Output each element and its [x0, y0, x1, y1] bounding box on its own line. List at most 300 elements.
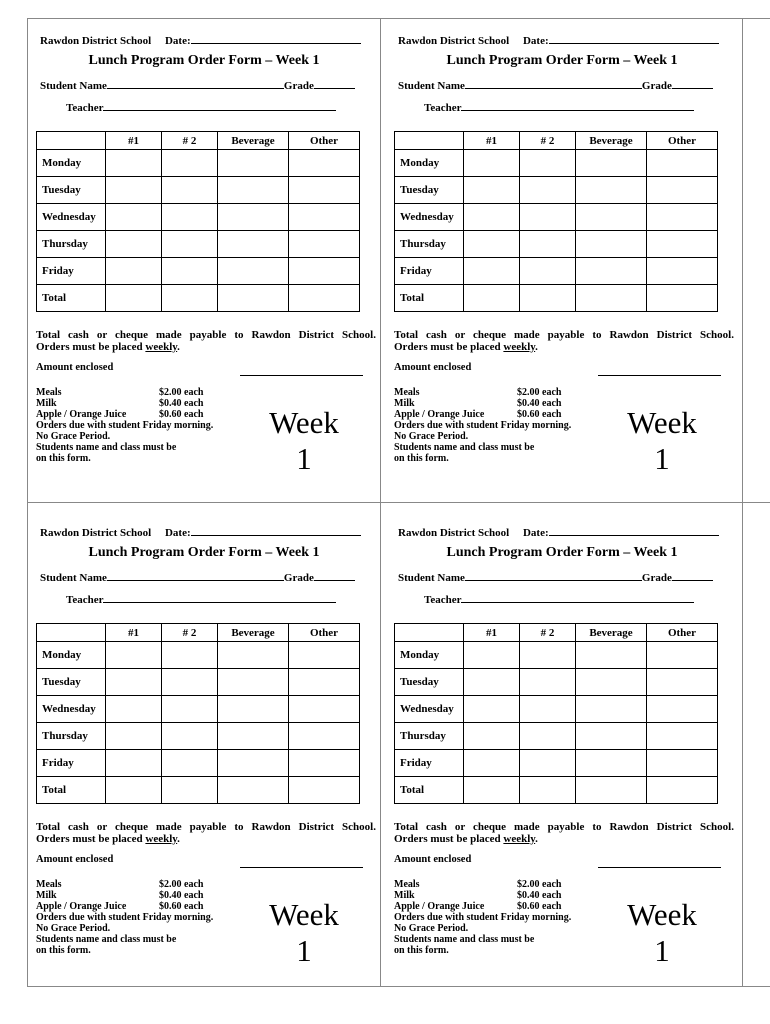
form-title: Lunch Program Order Form – Week 1 [446, 545, 678, 560]
table-row [395, 177, 718, 204]
order-cell[interactable] [647, 696, 718, 723]
order-cell[interactable] [464, 150, 520, 177]
week-number: 1 [654, 933, 670, 968]
price-item-name: Meals [394, 879, 420, 890]
payment-instructions [394, 329, 734, 353]
teacher-field[interactable] [461, 592, 694, 603]
order-note: Orders due with student Friday morning. [36, 912, 214, 923]
order-cell[interactable] [576, 642, 647, 669]
teacher-label: Teacher [424, 102, 462, 114]
order-cell[interactable] [464, 750, 520, 777]
order-cell[interactable] [647, 723, 718, 750]
orders-prefix: Orders must be placed [394, 341, 504, 353]
day-label: Monday [395, 642, 464, 669]
order-cell[interactable] [647, 777, 718, 804]
day-label: Thursday [37, 723, 106, 750]
order-cell[interactable] [520, 669, 576, 696]
column-header [395, 132, 464, 150]
price-item-name: Apple / Orange Juice [36, 409, 127, 420]
date-field[interactable] [191, 33, 361, 44]
order-cell[interactable] [218, 777, 289, 804]
price-item [36, 890, 286, 901]
order-cell[interactable] [576, 258, 647, 285]
week-label [256, 897, 352, 969]
order-cell[interactable] [576, 723, 647, 750]
order-cell[interactable] [289, 642, 360, 669]
student-name-row [398, 570, 713, 584]
orders-suffix: . [177, 341, 180, 353]
order-cell[interactable] [520, 777, 576, 804]
student-name-label: Student Name [398, 572, 465, 584]
table-row [395, 723, 718, 750]
price-item-name: Meals [36, 387, 62, 398]
price-item-name: Milk [36, 890, 57, 901]
order-cell[interactable] [520, 696, 576, 723]
price-item-name: Meals [394, 387, 420, 398]
order-note: No Grace Period. [394, 431, 469, 442]
column-header: Other [289, 624, 360, 642]
order-cell[interactable] [289, 150, 360, 177]
table-row [37, 231, 360, 258]
table-row [395, 231, 718, 258]
lunch-order-form [386, 19, 738, 502]
student-name-field[interactable] [107, 570, 284, 581]
price-item-name: Milk [394, 398, 415, 409]
order-cell[interactable] [218, 669, 289, 696]
table-row [395, 150, 718, 177]
grade-label: Grade [641, 572, 672, 584]
order-cell[interactable] [106, 258, 162, 285]
form-header [398, 33, 719, 47]
order-note: on this form. [394, 453, 449, 464]
day-label: Tuesday [395, 669, 464, 696]
order-cell[interactable] [106, 642, 162, 669]
price-item-name: Apple / Orange Juice [36, 901, 127, 912]
date-field[interactable] [191, 525, 361, 536]
order-cell[interactable] [162, 285, 218, 312]
orders-weekly: weekly [503, 341, 536, 353]
price-item-price: $0.60 each [517, 409, 562, 420]
order-cell[interactable] [576, 750, 647, 777]
order-cell[interactable] [464, 231, 520, 258]
student-name-field[interactable] [107, 78, 284, 89]
order-cell[interactable] [162, 777, 218, 804]
order-cell[interactable] [106, 231, 162, 258]
lunch-order-form [28, 19, 380, 502]
table-row [395, 204, 718, 231]
orders-suffix: . [535, 833, 538, 845]
teacher-row [424, 592, 694, 606]
order-cell[interactable] [106, 723, 162, 750]
day-label: Monday [37, 150, 106, 177]
middle-divider [28, 502, 770, 503]
order-grid [394, 131, 718, 312]
payment-line: Total cash or cheque made payable to Rawdon District School. [36, 821, 376, 833]
order-cell[interactable] [162, 231, 218, 258]
order-cell[interactable] [647, 258, 718, 285]
price-list [394, 387, 644, 464]
column-header: #1 [106, 624, 162, 642]
payment-line: Total cash or cheque made payable to Rawdon District School. [394, 821, 734, 833]
order-cell[interactable] [289, 204, 360, 231]
price-item-price: $0.60 each [517, 901, 562, 912]
column-header: Beverage [576, 624, 647, 642]
price-item-price: $0.60 each [159, 409, 204, 420]
teacher-label: Teacher [66, 594, 104, 606]
grade-label: Grade [283, 572, 314, 584]
table-row [37, 777, 360, 804]
payment-instructions [36, 821, 376, 845]
amount-enclosed-label: Amount enclosed [36, 854, 114, 865]
price-item [394, 890, 644, 901]
day-label: Friday [37, 750, 106, 777]
price-item-name: Apple / Orange Juice [394, 409, 485, 420]
amount-enclosed-field[interactable] [598, 375, 721, 376]
order-note: on this form. [36, 945, 91, 956]
order-cell[interactable] [576, 777, 647, 804]
price-item [394, 409, 644, 420]
student-name-field[interactable] [465, 78, 642, 89]
order-cell[interactable] [576, 231, 647, 258]
price-item-price: $2.00 each [517, 387, 562, 398]
order-cell[interactable] [576, 150, 647, 177]
order-cell[interactable] [647, 285, 718, 312]
day-label: Thursday [395, 723, 464, 750]
orders-prefix: Orders must be placed [394, 833, 504, 845]
orders-weekly: weekly [503, 833, 536, 845]
teacher-row [424, 100, 694, 114]
order-cell[interactable] [520, 258, 576, 285]
table-row [37, 723, 360, 750]
amount-enclosed-label: Amount enclosed [394, 362, 472, 373]
grid-header-row [395, 132, 718, 150]
price-item-price: $0.40 each [159, 398, 204, 409]
order-note: No Grace Period. [394, 923, 469, 934]
orders-weekly: weekly [145, 341, 178, 353]
column-header [37, 132, 106, 150]
order-cell[interactable] [106, 285, 162, 312]
price-item-price: $0.60 each [159, 901, 204, 912]
form-header [398, 525, 719, 539]
form-title: Lunch Program Order Form – Week 1 [88, 545, 320, 560]
order-cell[interactable] [218, 285, 289, 312]
student-name-label: Student Name [40, 572, 107, 584]
order-cell[interactable] [289, 723, 360, 750]
order-cell[interactable] [162, 204, 218, 231]
order-cell[interactable] [520, 204, 576, 231]
week-number: 1 [296, 933, 312, 968]
order-cell[interactable] [647, 150, 718, 177]
column-header: Other [647, 132, 718, 150]
order-cell[interactable] [289, 285, 360, 312]
order-cell[interactable] [647, 231, 718, 258]
school-name: Rawdon District School [40, 527, 152, 539]
order-cell[interactable] [106, 150, 162, 177]
teacher-label: Teacher [424, 594, 462, 606]
price-item [36, 387, 286, 398]
school-name: Rawdon District School [40, 35, 152, 47]
order-cell[interactable] [464, 723, 520, 750]
table-row [37, 642, 360, 669]
orders-prefix: Orders must be placed [36, 833, 146, 845]
order-cell[interactable] [647, 642, 718, 669]
student-name-field[interactable] [465, 570, 642, 581]
grade-field[interactable] [314, 78, 355, 89]
column-header: # 2 [162, 624, 218, 642]
date-label: Date: [522, 35, 549, 47]
order-form-sheet [27, 18, 770, 987]
order-cell[interactable] [289, 696, 360, 723]
order-cell[interactable] [647, 669, 718, 696]
order-cell[interactable] [464, 204, 520, 231]
column-header: #1 [464, 132, 520, 150]
week-number: 1 [654, 441, 670, 476]
price-item-price: $0.40 each [517, 890, 562, 901]
form-title: Lunch Program Order Form – Week 1 [446, 53, 678, 68]
order-cell[interactable] [576, 285, 647, 312]
order-note: Students name and class must be [36, 442, 177, 453]
orders-weekly: weekly [145, 833, 178, 845]
table-row [37, 177, 360, 204]
order-cell[interactable] [289, 750, 360, 777]
table-row [395, 669, 718, 696]
date-label: Date: [164, 35, 191, 47]
order-cell[interactable] [520, 723, 576, 750]
order-cell[interactable] [647, 177, 718, 204]
order-cell[interactable] [520, 177, 576, 204]
day-label: Monday [37, 642, 106, 669]
week-word: Week [627, 405, 697, 440]
table-row [37, 669, 360, 696]
order-cell[interactable] [162, 696, 218, 723]
price-item [394, 901, 644, 912]
order-cell[interactable] [289, 777, 360, 804]
price-item-name: Milk [394, 890, 415, 901]
column-header: Beverage [218, 132, 289, 150]
grade-field[interactable] [672, 78, 713, 89]
price-item-name: Apple / Orange Juice [394, 901, 485, 912]
column-header: Other [647, 624, 718, 642]
day-label: Total [37, 285, 106, 312]
week-label [614, 897, 710, 969]
order-cell[interactable] [218, 723, 289, 750]
order-cell[interactable] [218, 231, 289, 258]
column-header: # 2 [520, 132, 576, 150]
day-label: Tuesday [37, 669, 106, 696]
table-row [395, 750, 718, 777]
day-label: Wednesday [37, 696, 106, 723]
order-cell[interactable] [162, 750, 218, 777]
order-cell[interactable] [464, 642, 520, 669]
day-label: Wednesday [37, 204, 106, 231]
day-label: Total [37, 777, 106, 804]
order-cell[interactable] [464, 669, 520, 696]
orders-prefix: Orders must be placed [36, 341, 146, 353]
order-note: No Grace Period. [36, 431, 111, 442]
price-item [36, 409, 286, 420]
grid-header-row [395, 624, 718, 642]
order-grid [36, 131, 360, 312]
teacher-field[interactable] [103, 592, 336, 603]
order-cell[interactable] [218, 750, 289, 777]
amount-enclosed-label: Amount enclosed [36, 362, 114, 373]
payment-instructions [394, 821, 734, 845]
table-row [37, 150, 360, 177]
day-label: Thursday [37, 231, 106, 258]
payment-instructions [36, 329, 376, 353]
order-cell[interactable] [106, 777, 162, 804]
column-header: Beverage [218, 624, 289, 642]
order-note: Students name and class must be [36, 934, 177, 945]
order-note: Orders due with student Friday morning. [394, 420, 572, 431]
grade-label: Grade [641, 80, 672, 92]
form-header [40, 33, 361, 47]
week-word: Week [269, 897, 339, 932]
column-header [395, 624, 464, 642]
order-cell[interactable] [520, 231, 576, 258]
day-label: Monday [395, 150, 464, 177]
order-cell[interactable] [289, 231, 360, 258]
date-label: Date: [164, 527, 191, 539]
price-item-price: $2.00 each [517, 879, 562, 890]
price-item-price: $0.40 each [517, 398, 562, 409]
order-cell[interactable] [218, 177, 289, 204]
price-list [36, 879, 286, 956]
order-cell[interactable] [520, 750, 576, 777]
order-cell[interactable] [162, 669, 218, 696]
date-field[interactable] [549, 525, 719, 536]
order-cell[interactable] [106, 669, 162, 696]
amount-enclosed-field[interactable] [240, 375, 363, 376]
amount-enclosed-field[interactable] [598, 867, 721, 868]
order-cell[interactable] [162, 177, 218, 204]
order-cell[interactable] [647, 750, 718, 777]
day-label: Thursday [395, 231, 464, 258]
column-header: Beverage [576, 132, 647, 150]
column-header: #1 [106, 132, 162, 150]
order-grid [36, 623, 360, 804]
school-name: Rawdon District School [398, 527, 510, 539]
order-cell[interactable] [162, 258, 218, 285]
table-row [395, 285, 718, 312]
teacher-field[interactable] [461, 100, 694, 111]
column-header [37, 624, 106, 642]
grid-header-row [37, 624, 360, 642]
column-header: # 2 [520, 624, 576, 642]
order-cell[interactable] [162, 723, 218, 750]
order-cell[interactable] [289, 258, 360, 285]
student-name-row [40, 570, 355, 584]
lunch-order-form [386, 511, 738, 994]
order-cell[interactable] [218, 150, 289, 177]
order-cell[interactable] [464, 258, 520, 285]
order-cell[interactable] [464, 177, 520, 204]
grade-field[interactable] [314, 570, 355, 581]
lunch-order-form [28, 511, 380, 994]
payment-line: Total cash or cheque made payable to Rawdon District School. [394, 329, 734, 341]
orders-suffix: . [535, 341, 538, 353]
order-grid [394, 623, 718, 804]
week-label [256, 405, 352, 477]
amount-enclosed-label: Amount enclosed [394, 854, 472, 865]
order-cell[interactable] [218, 204, 289, 231]
order-cell[interactable] [576, 204, 647, 231]
order-cell[interactable] [218, 642, 289, 669]
order-cell[interactable] [218, 258, 289, 285]
grid-header-row [37, 132, 360, 150]
day-label: Wednesday [395, 204, 464, 231]
order-cell[interactable] [520, 642, 576, 669]
week-number: 1 [296, 441, 312, 476]
order-cell[interactable] [106, 750, 162, 777]
column-header: Other [289, 132, 360, 150]
order-cell[interactable] [464, 696, 520, 723]
order-cell[interactable] [647, 204, 718, 231]
order-cell[interactable] [162, 150, 218, 177]
order-cell[interactable] [520, 150, 576, 177]
form-title: Lunch Program Order Form – Week 1 [88, 53, 320, 68]
teacher-label: Teacher [66, 102, 104, 114]
column-header: # 2 [162, 132, 218, 150]
price-list [36, 387, 286, 464]
order-cell[interactable] [106, 696, 162, 723]
teacher-row [66, 592, 336, 606]
order-note: on this form. [36, 453, 91, 464]
week-label [614, 405, 710, 477]
table-row [395, 642, 718, 669]
price-item-price: $2.00 each [159, 387, 204, 398]
column-header: #1 [464, 624, 520, 642]
order-cell[interactable] [576, 669, 647, 696]
order-cell[interactable] [464, 777, 520, 804]
student-name-label: Student Name [398, 80, 465, 92]
table-row [395, 696, 718, 723]
teacher-row [66, 100, 336, 114]
day-label: Friday [37, 258, 106, 285]
order-cell[interactable] [106, 177, 162, 204]
order-note: on this form. [394, 945, 449, 956]
teacher-field[interactable] [103, 100, 336, 111]
price-item-price: $2.00 each [159, 879, 204, 890]
order-cell[interactable] [576, 696, 647, 723]
table-row [37, 696, 360, 723]
day-label: Wednesday [395, 696, 464, 723]
order-note: Students name and class must be [394, 934, 535, 945]
student-name-label: Student Name [40, 80, 107, 92]
date-field[interactable] [549, 33, 719, 44]
price-item [36, 879, 286, 890]
table-row [37, 285, 360, 312]
order-cell[interactable] [289, 669, 360, 696]
order-cell[interactable] [218, 696, 289, 723]
order-cell[interactable] [106, 204, 162, 231]
week-word: Week [627, 897, 697, 932]
order-cell[interactable] [464, 285, 520, 312]
amount-enclosed-field[interactable] [240, 867, 363, 868]
order-cell[interactable] [289, 177, 360, 204]
order-note: Students name and class must be [394, 442, 535, 453]
grade-field[interactable] [672, 570, 713, 581]
order-cell[interactable] [576, 177, 647, 204]
order-cell[interactable] [520, 285, 576, 312]
grade-label: Grade [283, 80, 314, 92]
order-cell[interactable] [162, 642, 218, 669]
student-name-row [40, 78, 355, 92]
day-label: Tuesday [395, 177, 464, 204]
week-word: Week [269, 405, 339, 440]
form-header [40, 525, 361, 539]
day-label: Tuesday [37, 177, 106, 204]
